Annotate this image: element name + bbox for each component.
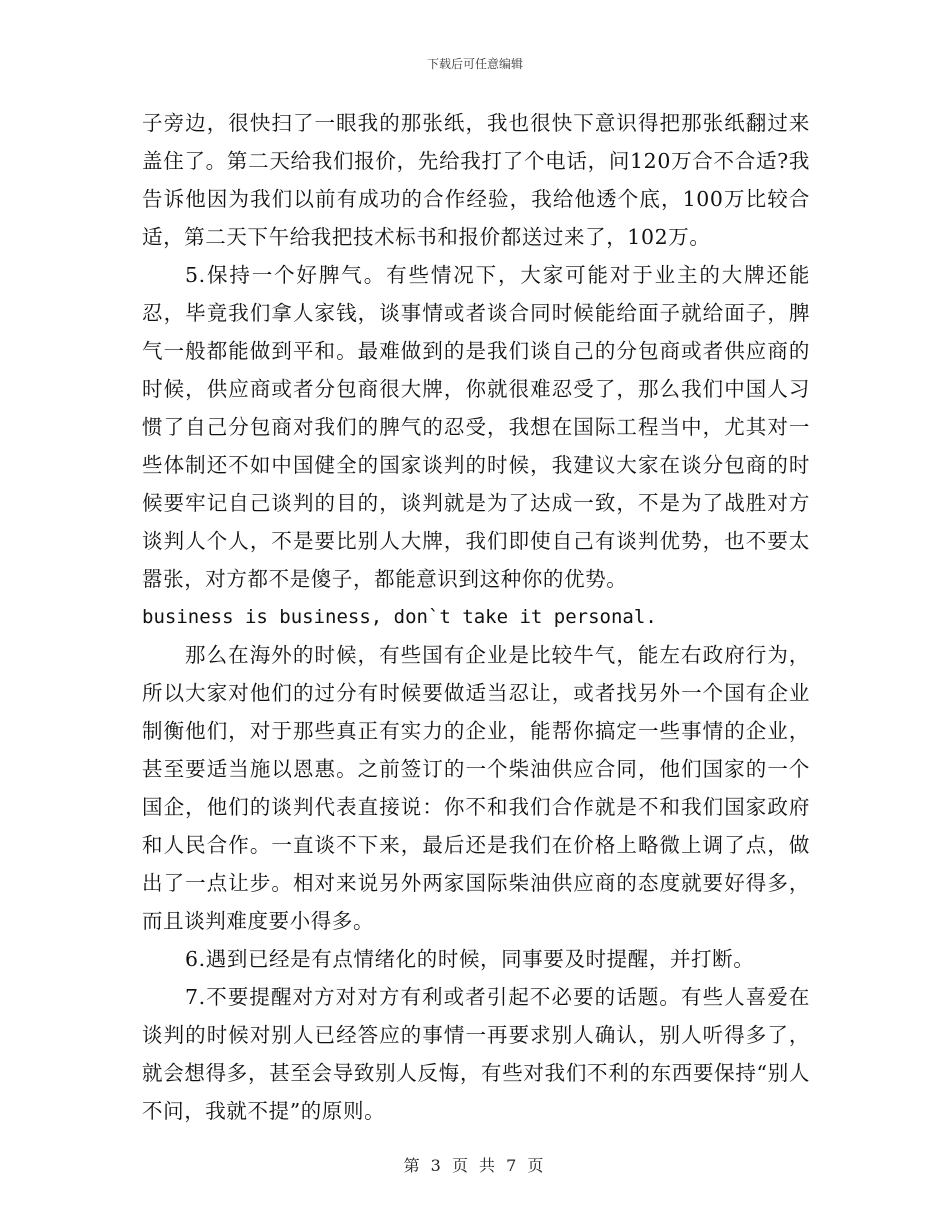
page-header: 下载后可任意编辑 xyxy=(426,57,523,71)
paragraph-point-7: 7.不要提醒对方对对方有利或者引起不必要的话题。有些人喜爱在谈判的时候对别人已经答应的事情一再要求别人确认，别人听得多了，就会想得多，甚至会导致别人反悔，有些对我们不利的东西要保持“别人不问，我就不提”的原则。 xyxy=(142,985,810,1123)
document-body xyxy=(142,104,810,1130)
page-footer: 第 3 页 共 7 页 xyxy=(403,1156,547,1175)
paragraph-overseas-soe: 那么在海外的时候，有些国有企业是比较牛气，能左右政府行为，所以大家对他们的过分有时候要做适当忍让，或者找另外一个国有企业制衡他们，对于那些真正有实力的企业，能帮你搞定一些事情的企业，甚至要适当施以恩惠。之前签订的一个柴油供应合同，他们国家的一个国企，他们的谈判代表直接说：你不和我们合作就是不和我们国家政府和人民合作。一直谈不下来，最后还是我们在价格上略微上调了点，做出了一点让步。相对来说另外两家国际柴油供应商的态度就要好得多，而且谈判难度要小得多。 xyxy=(142,643,810,933)
paragraph-point-5: 5.保持一个好脾气。有些情况下，大家可能对于业主的大牌还能忍，毕竟我们拿人家钱，谈事情或者谈合同时候能给面子就给面子，脾气一般都能做到平和。最难做到的是我们谈自己的分包商或者供应商的时候，供应商或者分包商很大牌，你就很难忍受了，那么我们中国人习惯了自己分包商对我们的脾气的忍受，我想在国际工程当中，尤其对一些体制还不如中国健全的国家谈判的时候，我建议大家在谈分包商的时候要牢记自己谈判的目的，谈判就是为了达成一致，不是为了战胜对方谈判人个人，不是要比别人大牌，我们即使自己有谈判优势，也不要太嚣张，对方都不是傻子，都能意识到这种你的优势。 xyxy=(142,263,810,591)
paragraph-continuation: 子旁边，很快扫了一眼我的那张纸，我也很快下意识得把那张纸翻过来盖住了。第二天给我们报价，先给我打了个电话，问120万合不合适?我告诉他因为我们以前有成功的合作经验，我给他透个底，100万比较合适，第二天下午给我把技术标书和报价都送过来了，102万。 xyxy=(142,111,810,249)
paragraph-english-quote: business is business, don`t take it personal. xyxy=(142,606,657,628)
paragraph-point-6: 6.遇到已经是有点情绪化的时候，同事要及时提醒，并打断。 xyxy=(185,947,755,971)
